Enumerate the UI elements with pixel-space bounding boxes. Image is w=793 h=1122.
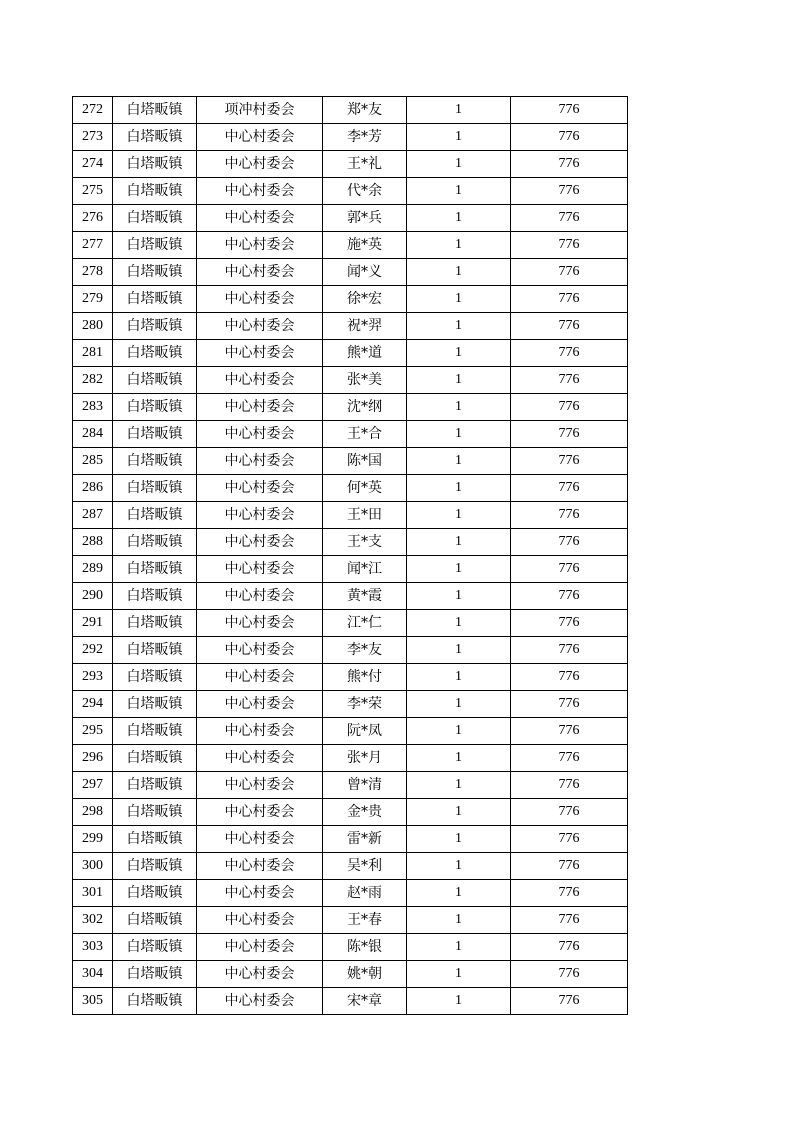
amount-cell: 776 — [511, 691, 628, 718]
table-body — [73, 97, 628, 1015]
amount-cell: 776 — [511, 448, 628, 475]
village-committee-cell: 中心村委会 — [197, 826, 323, 853]
village-committee-cell: 中心村委会 — [197, 772, 323, 799]
count-cell: 1 — [407, 853, 511, 880]
count-cell: 1 — [407, 313, 511, 340]
count-cell: 1 — [407, 421, 511, 448]
name-cell: 金*贵 — [323, 799, 407, 826]
town-cell: 白塔畈镇 — [113, 124, 197, 151]
amount-cell: 776 — [511, 205, 628, 232]
name-cell: 王*田 — [323, 502, 407, 529]
amount-cell: 776 — [511, 637, 628, 664]
village-committee-cell: 中心村委会 — [197, 556, 323, 583]
village-committee-cell: 中心村委会 — [197, 151, 323, 178]
amount-cell: 776 — [511, 340, 628, 367]
amount-cell: 776 — [511, 853, 628, 880]
table-row — [73, 124, 628, 151]
count-cell: 1 — [407, 934, 511, 961]
name-cell: 陈*国 — [323, 448, 407, 475]
count-cell: 1 — [407, 475, 511, 502]
table-row — [73, 988, 628, 1015]
table-row — [73, 178, 628, 205]
count-cell: 1 — [407, 205, 511, 232]
count-cell: 1 — [407, 772, 511, 799]
village-committee-cell: 中心村委会 — [197, 934, 323, 961]
village-committee-cell: 中心村委会 — [197, 664, 323, 691]
table-row — [73, 664, 628, 691]
count-cell: 1 — [407, 637, 511, 664]
name-cell: 徐*宏 — [323, 286, 407, 313]
name-cell: 郭*兵 — [323, 205, 407, 232]
count-cell: 1 — [407, 718, 511, 745]
town-cell: 白塔畈镇 — [113, 205, 197, 232]
count-cell: 1 — [407, 529, 511, 556]
amount-cell: 776 — [511, 232, 628, 259]
town-cell: 白塔畈镇 — [113, 691, 197, 718]
name-cell: 李*芳 — [323, 124, 407, 151]
village-committee-cell: 中心村委会 — [197, 259, 323, 286]
row-number-cell: 275 — [73, 178, 113, 205]
village-committee-cell: 中心村委会 — [197, 421, 323, 448]
name-cell: 宋*章 — [323, 988, 407, 1015]
table-row — [73, 151, 628, 178]
town-cell: 白塔畈镇 — [113, 475, 197, 502]
village-committee-cell: 项冲村委会 — [197, 97, 323, 124]
village-committee-cell: 中心村委会 — [197, 718, 323, 745]
town-cell: 白塔畈镇 — [113, 313, 197, 340]
amount-cell: 776 — [511, 799, 628, 826]
table-row — [73, 421, 628, 448]
amount-cell: 776 — [511, 475, 628, 502]
table-row — [73, 556, 628, 583]
town-cell: 白塔畈镇 — [113, 367, 197, 394]
town-cell: 白塔畈镇 — [113, 448, 197, 475]
table-row — [73, 340, 628, 367]
name-cell: 闻*江 — [323, 556, 407, 583]
count-cell: 1 — [407, 97, 511, 124]
count-cell: 1 — [407, 178, 511, 205]
town-cell: 白塔畈镇 — [113, 151, 197, 178]
count-cell: 1 — [407, 340, 511, 367]
row-number-cell: 293 — [73, 664, 113, 691]
table-row — [73, 97, 628, 124]
amount-cell: 776 — [511, 907, 628, 934]
row-number-cell: 292 — [73, 637, 113, 664]
village-committee-cell: 中心村委会 — [197, 691, 323, 718]
village-committee-cell: 中心村委会 — [197, 529, 323, 556]
name-cell: 王*春 — [323, 907, 407, 934]
village-committee-cell: 中心村委会 — [197, 367, 323, 394]
village-committee-cell: 中心村委会 — [197, 880, 323, 907]
village-committee-cell: 中心村委会 — [197, 853, 323, 880]
town-cell: 白塔畈镇 — [113, 880, 197, 907]
amount-cell: 776 — [511, 826, 628, 853]
town-cell: 白塔畈镇 — [113, 799, 197, 826]
town-cell: 白塔畈镇 — [113, 907, 197, 934]
count-cell: 1 — [407, 880, 511, 907]
table-row — [73, 880, 628, 907]
row-number-cell: 283 — [73, 394, 113, 421]
table-row — [73, 529, 628, 556]
town-cell: 白塔畈镇 — [113, 178, 197, 205]
village-committee-cell: 中心村委会 — [197, 907, 323, 934]
row-number-cell: 278 — [73, 259, 113, 286]
town-cell: 白塔畈镇 — [113, 988, 197, 1015]
count-cell: 1 — [407, 448, 511, 475]
name-cell: 李*友 — [323, 637, 407, 664]
row-number-cell: 300 — [73, 853, 113, 880]
amount-cell: 776 — [511, 502, 628, 529]
count-cell: 1 — [407, 259, 511, 286]
amount-cell: 776 — [511, 151, 628, 178]
table-row — [73, 799, 628, 826]
name-cell: 吴*利 — [323, 853, 407, 880]
amount-cell: 776 — [511, 529, 628, 556]
name-cell: 雷*新 — [323, 826, 407, 853]
table-row — [73, 961, 628, 988]
row-number-cell: 284 — [73, 421, 113, 448]
table-row — [73, 637, 628, 664]
amount-cell: 776 — [511, 934, 628, 961]
village-committee-cell: 中心村委会 — [197, 475, 323, 502]
row-number-cell: 301 — [73, 880, 113, 907]
table-row — [73, 286, 628, 313]
row-number-cell: 274 — [73, 151, 113, 178]
town-cell: 白塔畈镇 — [113, 529, 197, 556]
table-row — [73, 610, 628, 637]
row-number-cell: 279 — [73, 286, 113, 313]
town-cell: 白塔畈镇 — [113, 718, 197, 745]
row-number-cell: 290 — [73, 583, 113, 610]
row-number-cell: 294 — [73, 691, 113, 718]
village-committee-cell: 中心村委会 — [197, 961, 323, 988]
amount-cell: 776 — [511, 124, 628, 151]
town-cell: 白塔畈镇 — [113, 340, 197, 367]
town-cell: 白塔畈镇 — [113, 286, 197, 313]
town-cell: 白塔畈镇 — [113, 826, 197, 853]
table-row — [73, 367, 628, 394]
name-cell: 王*礼 — [323, 151, 407, 178]
town-cell: 白塔畈镇 — [113, 664, 197, 691]
table-row — [73, 259, 628, 286]
row-number-cell: 277 — [73, 232, 113, 259]
table-row — [73, 232, 628, 259]
amount-cell: 776 — [511, 880, 628, 907]
row-number-cell: 287 — [73, 502, 113, 529]
table-row — [73, 502, 628, 529]
amount-cell: 776 — [511, 772, 628, 799]
town-cell: 白塔畈镇 — [113, 961, 197, 988]
row-number-cell: 299 — [73, 826, 113, 853]
amount-cell: 776 — [511, 610, 628, 637]
name-cell: 赵*雨 — [323, 880, 407, 907]
amount-cell: 776 — [511, 961, 628, 988]
village-committee-cell: 中心村委会 — [197, 124, 323, 151]
table-row — [73, 475, 628, 502]
count-cell: 1 — [407, 124, 511, 151]
town-cell: 白塔畈镇 — [113, 583, 197, 610]
village-committee-cell: 中心村委会 — [197, 637, 323, 664]
name-cell: 江*仁 — [323, 610, 407, 637]
table-row — [73, 826, 628, 853]
amount-cell: 776 — [511, 286, 628, 313]
name-cell: 王*合 — [323, 421, 407, 448]
name-cell: 张*美 — [323, 367, 407, 394]
name-cell: 郑*友 — [323, 97, 407, 124]
amount-cell: 776 — [511, 718, 628, 745]
amount-cell: 776 — [511, 556, 628, 583]
village-committee-cell: 中心村委会 — [197, 340, 323, 367]
row-number-cell: 295 — [73, 718, 113, 745]
row-number-cell: 281 — [73, 340, 113, 367]
count-cell: 1 — [407, 907, 511, 934]
count-cell: 1 — [407, 232, 511, 259]
amount-cell: 776 — [511, 97, 628, 124]
row-number-cell: 296 — [73, 745, 113, 772]
village-committee-cell: 中心村委会 — [197, 232, 323, 259]
town-cell: 白塔畈镇 — [113, 556, 197, 583]
amount-cell: 776 — [511, 745, 628, 772]
row-number-cell: 304 — [73, 961, 113, 988]
amount-cell: 776 — [511, 421, 628, 448]
count-cell: 1 — [407, 988, 511, 1015]
town-cell: 白塔畈镇 — [113, 394, 197, 421]
count-cell: 1 — [407, 691, 511, 718]
row-number-cell: 298 — [73, 799, 113, 826]
table-row — [73, 583, 628, 610]
town-cell: 白塔畈镇 — [113, 259, 197, 286]
name-cell: 何*英 — [323, 475, 407, 502]
village-committee-cell: 中心村委会 — [197, 394, 323, 421]
table-row — [73, 853, 628, 880]
village-committee-cell: 中心村委会 — [197, 286, 323, 313]
town-cell: 白塔畈镇 — [113, 232, 197, 259]
name-cell: 曾*清 — [323, 772, 407, 799]
village-committee-cell: 中心村委会 — [197, 448, 323, 475]
amount-cell: 776 — [511, 259, 628, 286]
village-committee-cell: 中心村委会 — [197, 988, 323, 1015]
town-cell: 白塔畈镇 — [113, 610, 197, 637]
name-cell: 沈*纲 — [323, 394, 407, 421]
town-cell: 白塔畈镇 — [113, 502, 197, 529]
count-cell: 1 — [407, 394, 511, 421]
count-cell: 1 — [407, 151, 511, 178]
amount-cell: 776 — [511, 367, 628, 394]
village-committee-cell: 中心村委会 — [197, 178, 323, 205]
count-cell: 1 — [407, 502, 511, 529]
name-cell: 熊*道 — [323, 340, 407, 367]
name-cell: 张*月 — [323, 745, 407, 772]
count-cell: 1 — [407, 556, 511, 583]
table-row — [73, 205, 628, 232]
village-committee-cell: 中心村委会 — [197, 502, 323, 529]
name-cell: 李*荣 — [323, 691, 407, 718]
count-cell: 1 — [407, 583, 511, 610]
name-cell: 施*英 — [323, 232, 407, 259]
row-number-cell: 297 — [73, 772, 113, 799]
count-cell: 1 — [407, 745, 511, 772]
count-cell: 1 — [407, 799, 511, 826]
row-number-cell: 286 — [73, 475, 113, 502]
row-number-cell: 305 — [73, 988, 113, 1015]
village-committee-cell: 中心村委会 — [197, 799, 323, 826]
amount-cell: 776 — [511, 394, 628, 421]
town-cell: 白塔畈镇 — [113, 853, 197, 880]
row-number-cell: 280 — [73, 313, 113, 340]
row-number-cell: 303 — [73, 934, 113, 961]
amount-cell: 776 — [511, 583, 628, 610]
table-row — [73, 934, 628, 961]
count-cell: 1 — [407, 610, 511, 637]
name-cell: 祝*羿 — [323, 313, 407, 340]
name-cell: 姚*朝 — [323, 961, 407, 988]
name-cell: 黄*霞 — [323, 583, 407, 610]
amount-cell: 776 — [511, 313, 628, 340]
name-cell: 闻*义 — [323, 259, 407, 286]
amount-cell: 776 — [511, 178, 628, 205]
amount-cell: 776 — [511, 988, 628, 1015]
name-cell: 代*余 — [323, 178, 407, 205]
table-row — [73, 907, 628, 934]
row-number-cell: 272 — [73, 97, 113, 124]
table-row — [73, 691, 628, 718]
village-committee-cell: 中心村委会 — [197, 205, 323, 232]
count-cell: 1 — [407, 664, 511, 691]
row-number-cell: 302 — [73, 907, 113, 934]
name-cell: 阮*凤 — [323, 718, 407, 745]
name-cell: 熊*付 — [323, 664, 407, 691]
town-cell: 白塔畈镇 — [113, 772, 197, 799]
count-cell: 1 — [407, 367, 511, 394]
town-cell: 白塔畈镇 — [113, 934, 197, 961]
table-row — [73, 313, 628, 340]
town-cell: 白塔畈镇 — [113, 97, 197, 124]
town-cell: 白塔畈镇 — [113, 745, 197, 772]
data-table — [72, 96, 628, 1015]
row-number-cell: 282 — [73, 367, 113, 394]
table-row — [73, 448, 628, 475]
village-committee-cell: 中心村委会 — [197, 583, 323, 610]
table-row — [73, 772, 628, 799]
row-number-cell: 273 — [73, 124, 113, 151]
row-number-cell: 289 — [73, 556, 113, 583]
row-number-cell: 288 — [73, 529, 113, 556]
town-cell: 白塔畈镇 — [113, 421, 197, 448]
row-number-cell: 291 — [73, 610, 113, 637]
name-cell: 陈*银 — [323, 934, 407, 961]
count-cell: 1 — [407, 286, 511, 313]
village-committee-cell: 中心村委会 — [197, 745, 323, 772]
village-committee-cell: 中心村委会 — [197, 610, 323, 637]
row-number-cell: 276 — [73, 205, 113, 232]
table-row — [73, 394, 628, 421]
table-row — [73, 745, 628, 772]
row-number-cell: 285 — [73, 448, 113, 475]
town-cell: 白塔畈镇 — [113, 637, 197, 664]
count-cell: 1 — [407, 961, 511, 988]
village-committee-cell: 中心村委会 — [197, 313, 323, 340]
amount-cell: 776 — [511, 664, 628, 691]
count-cell: 1 — [407, 826, 511, 853]
table-row — [73, 718, 628, 745]
name-cell: 王*支 — [323, 529, 407, 556]
